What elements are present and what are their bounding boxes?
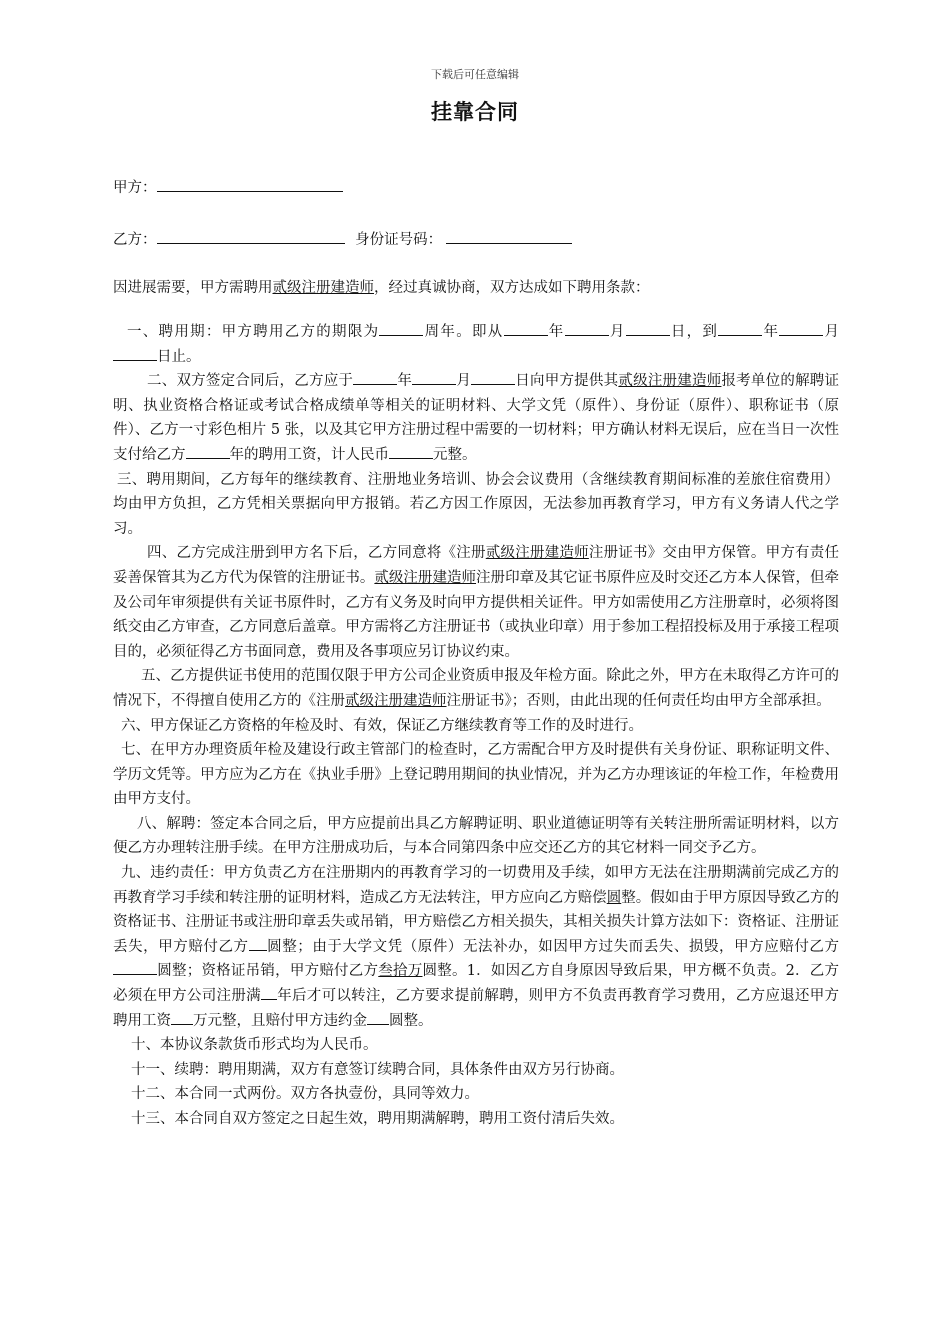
party-a-blank[interactable] [157, 177, 343, 192]
blank-c9-years[interactable] [261, 985, 277, 1000]
c4-title-underlined-1: 贰级注册建造师 [485, 545, 589, 562]
blank-c9-cert[interactable] [249, 936, 267, 951]
blank-end-year[interactable] [718, 321, 762, 336]
blank-start-month[interactable] [565, 321, 609, 336]
clauses-body [113, 320, 839, 1132]
blank-start-year[interactable] [504, 321, 548, 336]
id-number-blank[interactable] [446, 229, 572, 244]
party-a-line [113, 176, 343, 197]
clause-7: 七、在甲方办理资质年检及建设行政主管部门的检查时，乙方需配合甲方及时提供有关身份证、职称证明文件、学历文凭等。甲方应为乙方在《执业手册》上登记聘用期间的执业情况，并为乙方办理该证的年检工作，年检费用由甲方支付。 [113, 742, 839, 808]
id-number-label: 身份证号码： [355, 232, 443, 248]
clause-8: 八、解聘：签定本合同之后，甲方应提前出具乙方解聘证明、职业道德证明等有关转注册所需证明材料，以方便乙方办理转注册手续。在甲方注册成功后，与本合同第四条中应交还乙方的其它材料一同交予乙方。 [113, 815, 839, 857]
intro-title-underlined: 贰级注册建造师 [272, 280, 374, 296]
blank-years[interactable] [379, 321, 423, 336]
clause-11: 十一、续聘：聘用期满，双方有意签订续聘合同，具体条件由双方另行协商。 [131, 1061, 624, 1078]
blank-c9-diploma[interactable] [113, 960, 157, 975]
blank-c9-penalty[interactable] [367, 1010, 389, 1025]
party-b-line [113, 228, 572, 249]
c9-comp-underlined: 圆 [606, 889, 622, 906]
clause-5: 五、乙方提供证书使用的范围仅限于甲方公司企业资质申报及年检方面。除此之外，甲方在未取得乙方许可的情况下，不得擅自使用乙方的《注册贰级注册建造师注册证书》；否则，由此出现的任何责任均由甲方全部承担。 [113, 668, 839, 709]
clause-10: 十、本协议条款货币形式均为人民币。 [131, 1037, 378, 1054]
intro-paragraph [113, 276, 650, 297]
blank-end-day[interactable] [113, 346, 157, 361]
c2-title-underlined: 贰级注册建造师 [618, 373, 722, 390]
blank-c2-day[interactable] [471, 370, 515, 385]
clause-13: 十三、本合同自双方签定之日起生效，聘用期满解聘，聘用工资付清后失效。 [131, 1111, 624, 1127]
blank-c2-month[interactable] [412, 370, 456, 385]
blank-c2-amount[interactable] [389, 444, 433, 459]
blank-end-month[interactable] [779, 321, 823, 336]
party-a-label: 甲方： [113, 180, 157, 196]
blank-c9-refund[interactable] [171, 1010, 193, 1025]
blank-c2-pay-years[interactable] [186, 444, 230, 459]
document-title: 挂靠合同 [431, 99, 519, 124]
clause-3: 三、聘用期间，乙方每年的继续教育、注册地业务培训、协会会议费用（含继续教育期间标准的差旅住宿费用）均由甲方负担，乙方凭相关票据向甲方报销。若乙方因工作原因，无法参加再教育学习，甲方有义务请人代之学习。 [113, 471, 839, 537]
clause-6: 六、甲方保证乙方资格的年检及时、有效，保证乙方继续教育等工作的及时进行。 [121, 717, 643, 734]
intro-text-end: ，经过真诚协商，双方达成如下聘用条款： [374, 280, 650, 296]
blank-start-day[interactable] [626, 321, 670, 336]
c9-revoke-underlined: 叁拾万 [378, 963, 423, 980]
c4-title-underlined-2: 贰级注册建造师 [374, 569, 477, 586]
party-b-blank[interactable] [157, 229, 345, 244]
clause-2: 二、双方签定合同后，乙方应于 年 月 日向甲方提供其贰级注册建造师报考单位的解聘证明、执业资格合格证或考试合格成绩单等相关的证明材料、大学文凭（原件）、身份证（原件）、职称证书（原件）、乙方一寸彩色相片 5 张，以及其它甲方注册过程中需要的一切材料；甲方确认材料无误后，应在当日一次性支付给乙方 年的聘用工资，计人民币 元整。 [113, 369, 839, 467]
clause-4: 四、乙方完成注册到甲方名下后，乙方同意将《注册贰级注册建造师注册证书》交由甲方保管。甲方有责任妥善保管其为乙方代为保管的注册证书。贰级注册建造师注册印章及其它证书原件应及时交还乙方本人保管，但牵及公司年审须提供有关证书原件时，乙方有义务及时向甲方提供相关证件。甲方如需使用乙方注册章时，必须将图纸交由乙方审查，乙方同意后盖章。甲方需将乙方注册证书（或执业印章）用于参加工程招投标及用于承接工程项目的，必须征得乙方书面同意，费用及各事项应另订协议约束。 [113, 545, 840, 660]
clause-1: 一、聘用期：甲方聘用乙方的期限为 周年。即从 年 月 日，到 年 月日止。 [113, 320, 839, 369]
intro-text: 因进展需要，甲方需聘用 [113, 280, 273, 296]
clause-9: 九、违约责任：甲方负责乙方在注册期内的再教育学习的一切费用及手续，如甲方无法在注册期满前完成乙方的再教育学习手续和转注册的证明材料，造成乙方无法转注，甲方应向乙方赔偿圆整。假如由于甲方原因导致乙方的资格证书、注册证书或注册印章丢失或吊销，甲方赔偿乙方相关损失，其相关损失计算方法如下：资格证、注册证丢失，甲方赔付乙方 圆整；由于大学文凭（原件）无法补办，如因甲方过失而丢失、损毁，甲方应赔付乙方圆整；资格证吊销，甲方赔付乙方叁拾万圆整。1．如因乙方自身原因导致后果，甲方概不负责。2．乙方必须在甲方公司注册满 年后才可以转注，乙方要求提前解聘，则甲方不负责再教育学习费用，乙方应退还甲方聘用工资 万元整，且赔付甲方违约金 圆整。 [113, 865, 840, 1029]
blank-c2-year[interactable] [353, 370, 397, 385]
header-note: 下载后可任意编辑 [431, 68, 519, 81]
party-b-label: 乙方： [113, 232, 157, 248]
clause-12: 十二、本合同一式两份。双方各执壹份，具同等效力。 [131, 1086, 479, 1103]
c5-title-underlined: 贰级注册建造师 [345, 692, 447, 709]
